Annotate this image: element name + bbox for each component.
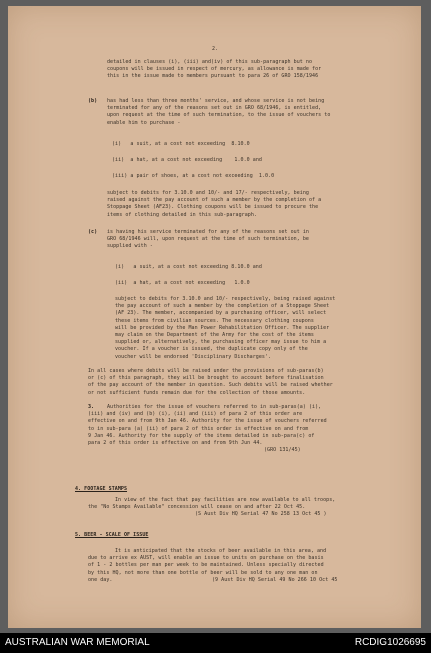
section-5-line: of 1 - 2 bottles per man per week to be maintained. Unless specially directed <box>88 562 324 569</box>
para-c-line: supplied with - <box>107 243 153 250</box>
para-c-closing: (AF 23). The member, accompanied by a purchasing officer, will select <box>115 310 327 317</box>
para-b-line: enable him to purchase - <box>107 119 181 126</box>
section-4-heading: 4. FOOTAGE STAMPS <box>75 486 128 492</box>
para-c-line: is having his service terminated for any of the reasons set out in <box>107 229 309 235</box>
para-b-marker: (b) <box>88 98 98 104</box>
para-b-line: has had less than three months' service, and whose service is not being <box>107 98 325 104</box>
para-b-closing: raised against the pay account of such a member by the completion of a <box>107 197 322 204</box>
para-c-closing: subject to debits for 3.10.0 and 10/- respectively, being raised against <box>115 296 336 302</box>
all-cases-line: of the pay account of the member in question. Such debits will be raised whether <box>88 382 333 389</box>
para-b-closing: items of clothing detailed in this sub-paragraph. <box>107 211 257 218</box>
para-b-line: terminated for any of the reasons set out in GRO 68/1946, is entitled, <box>107 105 322 112</box>
para-b-item: (iii) a pair of shoes, at a cost not exceeding 1.0.0 <box>112 173 275 179</box>
section-5-line: due to arrive ex AUST, will enable an issue to units on purchase on the basis <box>88 555 324 562</box>
para-c-line: GRO 68/1946 will, upon request at the time of such termination, be <box>107 236 309 243</box>
para-c-closing: will be provided by the Man Power Rehabilitation Officer. The supplier <box>115 324 330 331</box>
para-3-ref: (GRO 131/45) <box>264 447 301 454</box>
archive-footer <box>0 633 431 653</box>
para-3-line: to in sub-para (a) (ii) of para 2 of this order is effective on and from <box>88 425 309 432</box>
section-5-line: by this HQ, not more than one bottle of beer will be sold to any one man on <box>88 569 318 576</box>
para-3-line: Authorities for the issue of vouchers referred to in sub-paras(a) (i), <box>107 404 322 410</box>
para-c-marker: (c) <box>88 229 98 235</box>
section-4-line: the "No Stamps Available" concession will cease on and after 22 Oct 45. <box>88 504 306 511</box>
para-c-closing: may claim on the Department of the Army for the cost of the items <box>115 332 314 338</box>
para-b-item: (ii) a hat, at a cost not exceeding 1.0.0 and <box>112 157 262 163</box>
all-cases-line: or (c) of this paragraph, they will be brought to account before finalisation <box>88 375 324 382</box>
footer-source: AUSTRALIAN WAR MEMORIAL <box>5 637 150 648</box>
page-number: 2. <box>212 46 219 52</box>
section-4-line: In view of the fact that pay facilities are now available to all troops, <box>115 497 336 503</box>
para-b-item: (i) a suit, at a cost not exceeding 8.10.0 <box>112 141 250 147</box>
all-cases-line: In all cases where debits will be raised under the provisions of sub-paras(b) <box>88 368 324 374</box>
section-5-line: It is anticipated that the stocks of beer available in this area, and <box>115 548 327 554</box>
para-c-closing: the pay account of such a member by the completion of a Stoppage Sheet <box>115 303 330 310</box>
footer-id: RCDIG1026695 <box>354 637 426 648</box>
para-3-line: para 2 of this order is effective on and from 9th Jun 44. <box>88 440 263 446</box>
para-c-closing: supplied or, alternatively, the purchasing officer may issue to him a <box>115 339 327 346</box>
para-b-line: upon request at the time of such termination, to the issue of vouchers to <box>107 112 331 119</box>
para-3-marker: 3. <box>88 404 95 410</box>
para-3-line: (iii) and (iv) and (b) (i), (ii) and (iii) of para 2 of this order are <box>88 411 303 418</box>
para-c-closing: voucher. If a voucher is issued, the duplicate copy only of the <box>115 346 308 353</box>
intro-line: detailed in clauses (i), (iii) and(iv) of this sub-paragraph but no <box>107 59 313 65</box>
section-5-line: one day. <box>88 576 113 583</box>
section-5-heading: 5. BEER - SCALE OF ISSUE <box>75 532 149 538</box>
para-b-closing: Stoppage Sheet (AF23). Clothing coupons will be issued to procure the <box>107 204 319 211</box>
para-c-closing: voucher will be endorsed 'Disciplinary Discharges'. <box>115 353 272 360</box>
all-cases-line: or not sufficient funds remain due for the collection of those amounts. <box>88 389 306 396</box>
para-c-item: (ii) a hat, at a cost not exceeding 1.0.0 <box>115 280 250 286</box>
para-c-closing: these items from civilian sources. The necessary clothing coupons <box>115 317 314 324</box>
para-b-closing: subject to debits for 3.10.0 and 10/- and 17/- respectively, being <box>107 190 309 196</box>
section-4-ref: (S Aust Div HQ Serial 47 No 258 13 Oct 45 ) <box>195 511 327 518</box>
intro-line: coupons will be issued in respect of mercury, as allowance is made for <box>107 66 322 73</box>
para-3-line: 9 Jan 46. Authority for the supply of the items detailed in sub-para(c) of <box>88 432 315 439</box>
intro-line: this in the issue made to members pursuant to para 26 of GRO 158/1946 <box>107 73 319 80</box>
para-c-item: (i) a suit, at a cost not exceeding 8.10.0 and <box>115 264 262 270</box>
section-5-ref: (9 Aust Div HQ Serial 49 No 266 10 Oct 45 <box>212 576 338 583</box>
para-3-line: effective on and from 9th Jan 46. Authority for the issue of vouchers referred <box>88 418 327 425</box>
